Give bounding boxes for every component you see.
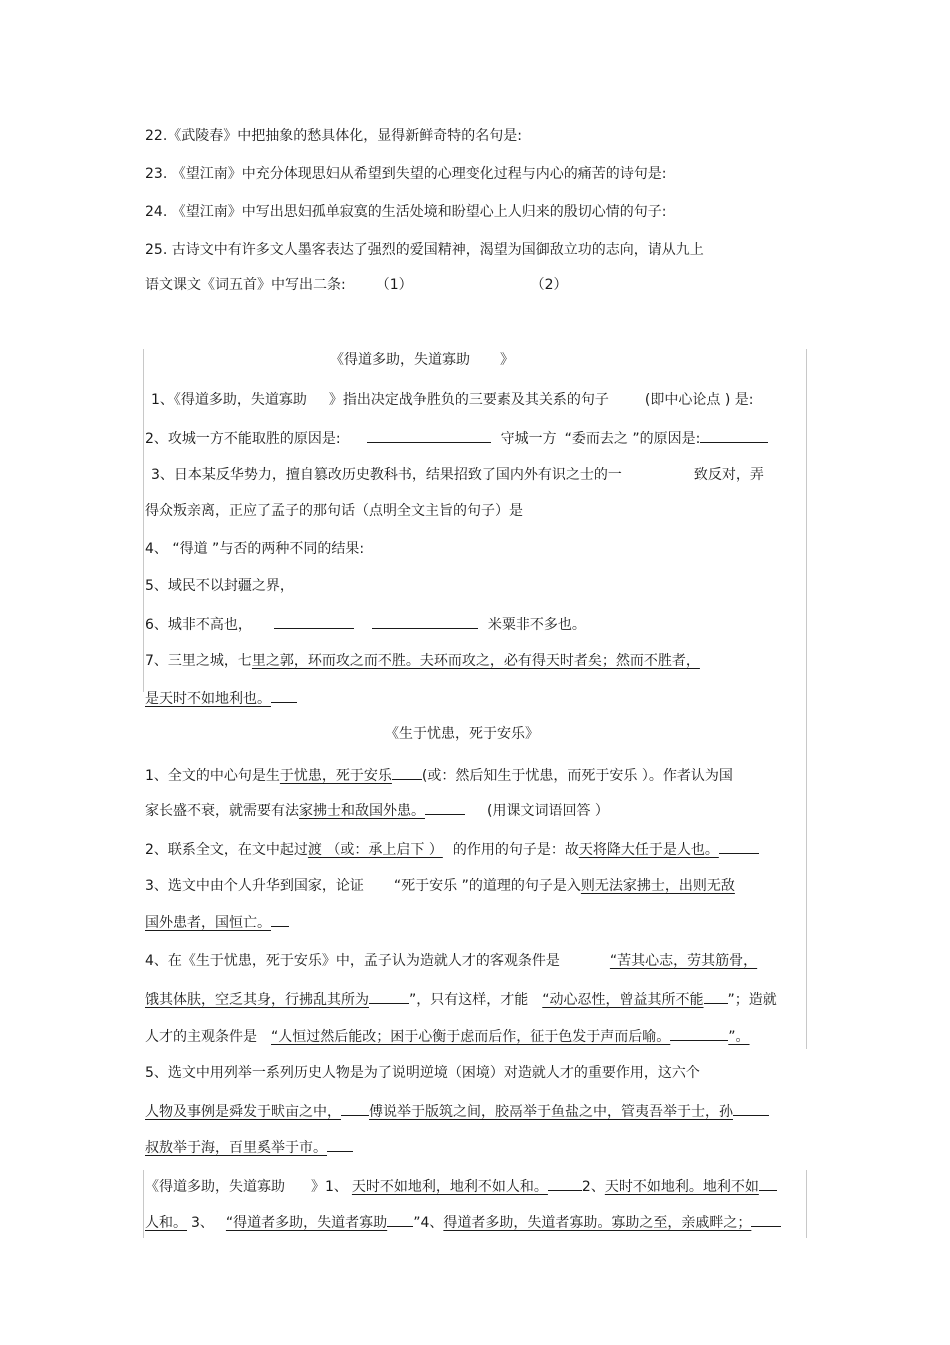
answers-line2-a: 人和。 [145, 1215, 187, 1231]
s2-q4-a: 4、在《生于忧患，死于安乐》中，孟子认为造就人才的客观条件是 [145, 953, 560, 969]
s2-q3-line1 [145, 877, 735, 895]
question-22: 22.《武陵春》中把抽象的愁具体化，显得新鲜奇特的名句是: [145, 128, 522, 144]
answers-line1-gap [548, 1176, 582, 1191]
answers-line2-gap [387, 1212, 413, 1227]
s1-q7-a: 7、三里之城，七 [145, 653, 252, 669]
s2-q3-c: 则无法家拂士，出则无敌 [580, 878, 735, 894]
s2-q5-line1: 5、选文中用列举一系列历史人物是为了说明逆境（困境）对造就人才的重要作用，这六个 [145, 1065, 700, 1081]
s2-q3-line2-text: 国外患者，国恒亡。 [145, 915, 271, 931]
section1-title-close: 》 [500, 352, 514, 368]
s2-q5-line2 [145, 1101, 769, 1121]
answers-line1-tail [759, 1176, 777, 1191]
s1-q2 [145, 428, 768, 448]
s2-q4-line2 [145, 989, 777, 1009]
question-25-line1: 25. 古诗文中有许多文人墨客表达了强烈的爱国精神，渴望为国御敌立功的志向，请从九上 [145, 242, 704, 258]
s1-q6-b: 米粟非不多也。 [487, 617, 586, 633]
s2-q2-d: 天将降大任于是人也。 [578, 842, 719, 858]
s2-q5-line2-tail [733, 1101, 769, 1116]
s2-q1-line2-c: (用课文词语回答 ） [487, 803, 609, 819]
answers-line1-b: 》1、 [311, 1179, 348, 1195]
s2-q2-c: 的作用的句子是：故 [452, 842, 579, 858]
s1-q7-b: 里之郭，环而攻之而不胜。夫环而攻之，必有得天时者矣；然而不胜者， [251, 653, 700, 669]
s1-q3-line2: 得众叛亲离，正应了孟子的那句话（点明全文主旨的句子）是 [145, 503, 523, 519]
s1-q7-line1 [145, 652, 700, 670]
s2-q1-tail [392, 765, 422, 780]
answers-line2 [145, 1212, 781, 1232]
s1-q6-blank1[interactable] [274, 614, 354, 629]
s2-q1-b: 于忧患，死于安乐 [279, 768, 392, 784]
s2-q2-b: 渡 （或：承上启下 ） [307, 842, 443, 858]
s1-q3-b: 致反对，弄 [693, 467, 764, 483]
answers-line2-tail [751, 1212, 781, 1227]
s2-q3-tail [271, 912, 289, 927]
s1-q3-a: 3、日本某反华势力，擅自篡改历史教科书，结果招致了国内外有识之士的一 [151, 467, 622, 483]
s2-q4-line2-d: ”；造就 [727, 992, 777, 1008]
s1-q6 [145, 614, 586, 634]
s2-q2 [145, 839, 759, 859]
answers-line2-e: 得道者多助，失道者寡助。寡助之至，亲戚畔之； [443, 1215, 752, 1231]
s2-q5-line2-gap [341, 1101, 369, 1116]
s2-q3-b: “死于安乐 ”的道理的句子是入 [393, 878, 581, 894]
q25-prompt: 语文课文《词五首》中写出二条: [145, 277, 346, 293]
right-rule-answers [806, 1170, 807, 1238]
s2-q1-line2-tail [425, 800, 465, 815]
s1-q7-line2 [145, 688, 297, 708]
s2-q5-line3 [145, 1137, 353, 1157]
answers-line1 [145, 1176, 777, 1196]
question-24: 24. 《望江南》中写出思妇孤单寂寞的生活处境和盼望心上人归来的殷切心情的句子: [145, 204, 667, 220]
q25-part2: （2） [530, 277, 568, 293]
s2-q1-a: 1、全文的中心句是生 [145, 768, 280, 784]
s1-q2-c: “委而去之 ”的原因是: [564, 431, 701, 447]
s1-q1-c: (即中心论点 ) 是: [644, 392, 754, 408]
s2-q4-line2-gap2 [704, 989, 728, 1004]
s1-q6-a: 6、城非不高也， [145, 617, 252, 633]
left-rule-answers [143, 1170, 144, 1238]
answers-line2-b: 3、 [191, 1215, 214, 1231]
s2-q4-line3 [145, 1026, 750, 1046]
s2-q1-line2-a: 家长盛不衰，就需要有法 [145, 803, 299, 819]
section1-title-text: 《得道多助，失道寡助 [330, 352, 470, 368]
s2-q2-a: 2、联系全文，在文中起过 [145, 842, 308, 858]
answers-line1-a: 《得道多助，失道寡助 [145, 1179, 285, 1195]
s2-q4-b: “苦其心志，劳其筋骨， [609, 953, 758, 969]
answers-line2-c: “得道者多助，失道者寡助 [225, 1215, 388, 1231]
s2-q1-c: (或：然后知生于忧患，而死于安乐 ）。作者认为国 [421, 768, 733, 784]
s2-q1-line1 [145, 765, 733, 785]
s2-q4-line2-a: 饿其体肤，空乏其身，行拂乱其所为 [145, 992, 369, 1008]
s2-q4-line2-b: ”，只有这样，才能 [409, 992, 529, 1008]
s1-q7-tail [271, 688, 297, 703]
s2-q4-line3-b: “人恒过然后能改；困于心衡于虑而后作，征于色发于声而后喻。 [271, 1029, 671, 1045]
s1-q6-blank2[interactable] [372, 614, 478, 629]
question-25-line2 [145, 276, 568, 294]
s1-q7-line2-text: 是天时不如地利也。 [145, 691, 271, 707]
answers-line1-c: 天时不如地利，地利不如人和。 [351, 1179, 548, 1195]
s1-q1-b: 》指出决定战争胜负的三要素及其关系的句子 [328, 392, 609, 408]
s2-q4-line2-c: “动心忍性，曾益其所不能 [542, 992, 704, 1008]
s2-q4-line1 [145, 952, 757, 970]
s1-q2-blank1[interactable] [367, 428, 491, 443]
s2-q4-line2-gap [369, 989, 409, 1004]
s2-q2-tail [719, 839, 759, 854]
s2-q5-line2-b: 傅说举于版筑之间，胶鬲举于鱼盐之中，管夷吾举于士，孙 [369, 1104, 733, 1120]
s1-q2-a: 2、攻城一方不能取胜的原因是: [145, 431, 341, 447]
s1-q5: 5、域民不以封疆之界， [145, 578, 294, 594]
s2-q3-a: 3、选文中由个人升华到国家，论证 [145, 878, 364, 894]
right-rule-section [806, 349, 807, 1049]
s2-q4-line3-a: 人才的主观条件是 [145, 1029, 257, 1045]
answers-line1-e: 天时不如地利。地利不如 [604, 1179, 759, 1195]
s2-q4-line3-gap [670, 1026, 728, 1041]
s1-q1-a: 1、《得道多助，失道寡助 [151, 392, 307, 408]
s2-q1-line2-b: 家拂士和敌国外患。 [299, 803, 425, 819]
section2-title: 《生于忧患，死于安乐》 [385, 726, 539, 742]
s2-q1-line2 [145, 800, 609, 820]
answers-line1-d: 2、 [581, 1179, 605, 1195]
s1-q2-b: 守城一方 [500, 431, 557, 447]
s2-q4-line3-c: ”。 [728, 1029, 750, 1045]
s2-q5-line3-text: 叔敖举于海，百里奚举于市。 [145, 1140, 327, 1156]
question-23: 23. 《望江南》中充分体现思妇从希望到失望的心理变化过程与内心的痛苦的诗句是: [145, 166, 667, 182]
answers-line2-d: ”4、 [413, 1215, 444, 1231]
s1-q2-blank2[interactable] [700, 428, 768, 443]
s2-q3-line2 [145, 912, 289, 932]
s2-q5-line2-a: 人物及事例是舜发于畎亩之中， [145, 1104, 341, 1120]
q25-part1: （1） [375, 277, 413, 293]
s2-q5-line3-tail [327, 1137, 353, 1152]
left-rule-section [143, 349, 144, 692]
s1-q1 [151, 391, 753, 409]
section1-title [330, 351, 514, 369]
s1-q4: 4、 “得道 ”与否的两种不同的结果: [145, 541, 365, 557]
s1-q3-line1 [151, 466, 764, 484]
